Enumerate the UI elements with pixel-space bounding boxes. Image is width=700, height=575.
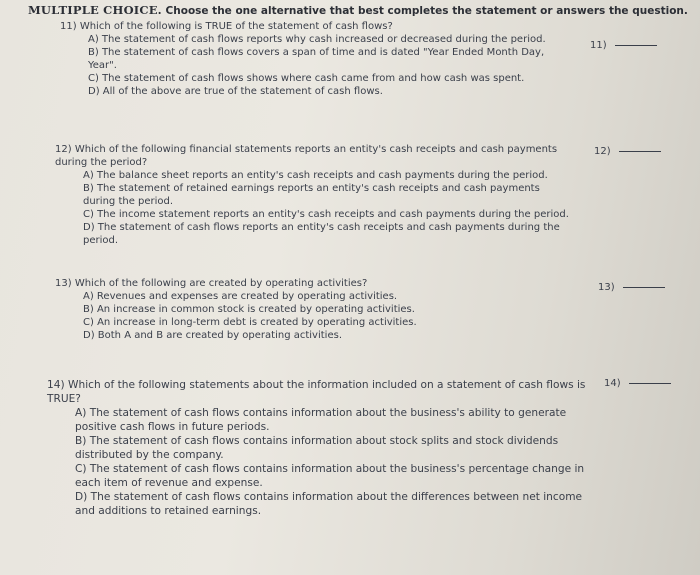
section-instructions: Choose the one alternative that best completes the statement or answers the question. [165,5,688,17]
option-a[interactable]: A) The statement of cash flows contains information about the business's ability to generate positive cash flows in future periods. [75,407,567,433]
answer-label: 14) [604,378,621,389]
option-c[interactable]: C) The income statement reports an entity's cash receipts and cash payments during the period. [83,209,569,220]
option-d[interactable]: D) The statement of cash flows reports an entity's cash receipts and cash payments during the period. [83,222,560,246]
option-b[interactable]: B) The statement of cash flows contains information about stock splits and stock dividends distributed by the company. [75,435,559,461]
answer-blank-14[interactable] [604,378,671,389]
answer-blank-13[interactable] [598,282,665,293]
question-text: Which of the following financial statements reports an entity's cash receipts and cash payments during the period? [55,144,558,168]
question-text: Which of the following are created by operating activities? [74,278,368,289]
question-stem [55,143,575,169]
question-12 [55,143,575,247]
option-a[interactable]: A) The balance sheet reports an entity's cash receipts and cash payments during the period. [83,170,548,181]
option-c[interactable]: C) The statement of cash flows contains information about the business's percentage change in each item of revenue and expense. [75,463,585,489]
question-13 [55,277,575,342]
option-a[interactable]: A) The statement of cash flows reports why cash increased or decreased during the period. [88,34,546,45]
answer-label: 11) [590,40,607,51]
option-a[interactable]: A) Revenues and expenses are created by operating activities. [83,291,398,302]
answer-line[interactable] [629,383,671,384]
section-header [28,3,688,17]
answer-blank-12[interactable] [594,146,661,157]
option-b[interactable]: B) The statement of retained earnings reports an entity's cash receipts and cash payments during the period. [83,183,540,207]
option-d[interactable]: D) Both A and B are created by operating activities. [83,330,342,341]
question-number: 11) [60,21,77,32]
section-title: MULTIPLE CHOICE. [28,3,162,17]
option-b[interactable]: B) The statement of cash flows covers a span of time and is dated "Year Ended Month Day, Year". [88,47,545,71]
option-c[interactable]: C) The statement of cash flows shows where cash came from and how cash was spent. [88,73,525,84]
answer-line[interactable] [623,287,665,288]
question-text: Which of the following is TRUE of the statement of cash flows? [79,21,393,32]
question-11 [60,20,570,98]
question-number: 13) [55,278,72,289]
question-text: Which of the following statements about the information included on a statement of cash flows is TRUE? [47,379,586,405]
question-stem [60,20,570,33]
question-14 [47,378,592,518]
answer-line[interactable] [615,45,657,46]
option-c[interactable]: C) An increase in long-term debt is created by operating activities. [83,317,417,328]
answer-label: 13) [598,282,615,293]
answer-line[interactable] [619,151,661,152]
answer-label: 12) [594,146,611,157]
question-stem [47,378,592,406]
question-stem [55,277,575,290]
option-d[interactable]: D) The statement of cash flows contains information about the differences between net income and additions to retained earnings. [75,491,583,517]
option-b[interactable]: B) An increase in common stock is created by operating activities. [83,304,415,315]
option-d[interactable]: D) All of the above are true of the statement of cash flows. [88,86,383,97]
question-number: 14) [47,379,65,391]
question-number: 12) [55,144,72,155]
answer-blank-11[interactable] [590,40,657,51]
